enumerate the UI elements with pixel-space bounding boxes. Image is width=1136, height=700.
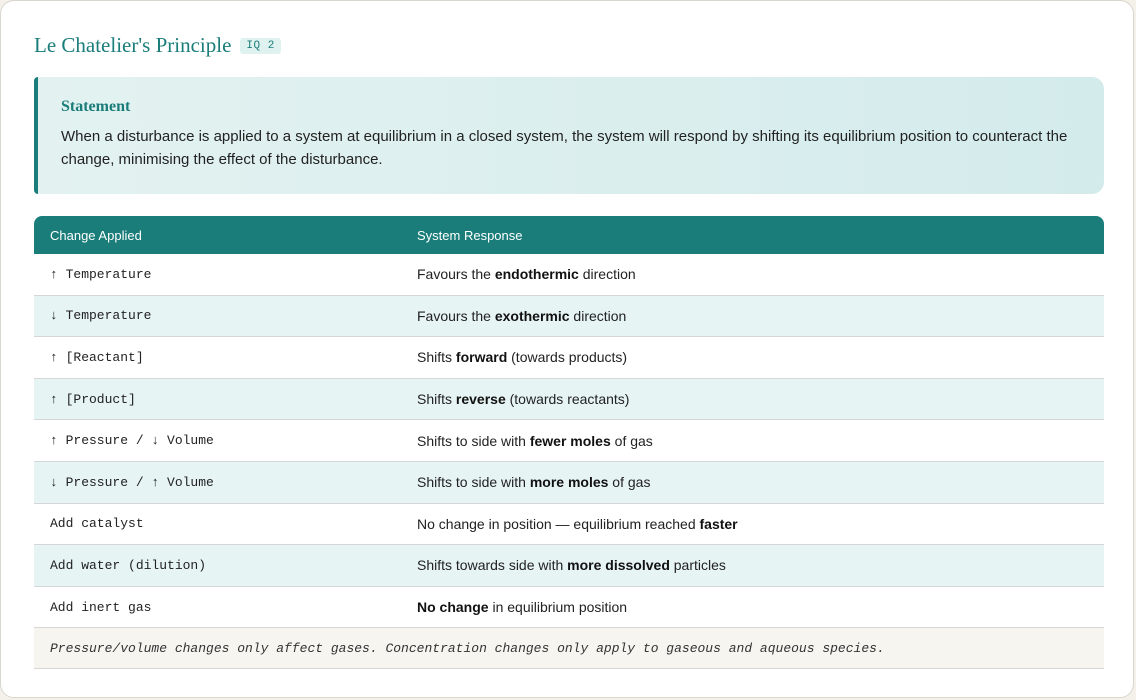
- response-text: direction: [569, 307, 627, 324]
- column-header-change: Change Applied: [50, 227, 142, 243]
- table-body: [34, 254, 1104, 628]
- table-row: [34, 504, 1104, 546]
- table-row: [34, 420, 1104, 462]
- response-text: Shifts to side with: [417, 432, 530, 449]
- table-row: [34, 254, 1104, 296]
- system-response-cell: [417, 391, 629, 407]
- response-text: No change in position — equilibrium reached: [417, 515, 700, 532]
- table-header: [34, 216, 1104, 254]
- system-response-cell: [417, 266, 636, 282]
- table-row: [34, 545, 1104, 587]
- system-response-cell: [417, 349, 627, 365]
- response-emphasis: more dissolved: [567, 557, 670, 574]
- statement-text: When a disturbance is applied to a system at equilibrium in a closed system, the system will respond by shifting its equilibrium position to counteract the change, minimising the effect of the disturbance.: [61, 128, 1068, 168]
- change-applied-cell: Add catalyst: [50, 516, 144, 532]
- table-row: [34, 462, 1104, 504]
- response-emphasis: endothermic: [494, 266, 579, 283]
- response-text: Shifts: [417, 349, 456, 366]
- system-response-cell: [417, 599, 627, 615]
- response-text: of gas: [610, 432, 653, 449]
- page-title: Le Chatelier's Principle: [34, 33, 232, 57]
- table-row: [34, 379, 1104, 421]
- table-row: [34, 296, 1104, 338]
- response-emphasis: No change: [417, 599, 489, 616]
- change-applied-cell: ↑ Pressure / ↓ Volume: [50, 433, 214, 449]
- change-applied-cell: Add water (dilution): [50, 557, 207, 573]
- response-text: Favours the: [417, 266, 495, 283]
- system-response-cell: [417, 474, 650, 490]
- title-row: [34, 33, 281, 58]
- response-text: (towards reactants): [505, 391, 630, 408]
- response-text: Shifts towards side with: [417, 557, 568, 574]
- table-footnote: Pressure/volume changes only affect gases. Concentration changes only apply to gaseous and aqueous species.: [34, 628, 1104, 669]
- table-row: [34, 337, 1104, 379]
- change-applied-cell: ↓ Temperature: [50, 308, 152, 324]
- change-applied-cell: Add inert gas: [50, 599, 152, 615]
- system-response-cell: [417, 433, 653, 449]
- change-applied-cell: ↓ Pressure / ↑ Volume: [50, 474, 214, 490]
- change-applied-cell: ↑ Temperature: [50, 266, 152, 282]
- change-applied-cell: ↑ [Reactant]: [50, 349, 144, 365]
- system-response-cell: [417, 557, 726, 573]
- syllabus-tag: IQ 2: [240, 38, 280, 54]
- response-text: Shifts to side with: [417, 474, 530, 491]
- response-text: Shifts: [417, 391, 456, 408]
- response-text: Favours the: [417, 307, 495, 324]
- response-emphasis: exothermic: [494, 307, 570, 324]
- response-emphasis: faster: [699, 515, 738, 532]
- response-table: [34, 216, 1104, 669]
- system-response-cell: [417, 516, 738, 532]
- change-applied-cell: ↑ [Product]: [50, 391, 136, 407]
- response-text: of gas: [608, 474, 651, 491]
- response-emphasis: forward: [455, 349, 508, 366]
- response-text: (towards products): [507, 349, 628, 366]
- response-text: particles: [669, 557, 726, 574]
- system-response-cell: [417, 308, 626, 324]
- statement-heading: Statement: [61, 98, 131, 115]
- column-header-response: System Response: [417, 227, 523, 243]
- response-emphasis: reverse: [455, 391, 506, 408]
- table-row: [34, 587, 1104, 629]
- response-text: in equilibrium position: [488, 599, 628, 616]
- response-emphasis: more moles: [529, 474, 609, 491]
- response-emphasis: fewer moles: [529, 432, 611, 449]
- statement-box: [34, 77, 1104, 194]
- response-text: direction: [578, 266, 636, 283]
